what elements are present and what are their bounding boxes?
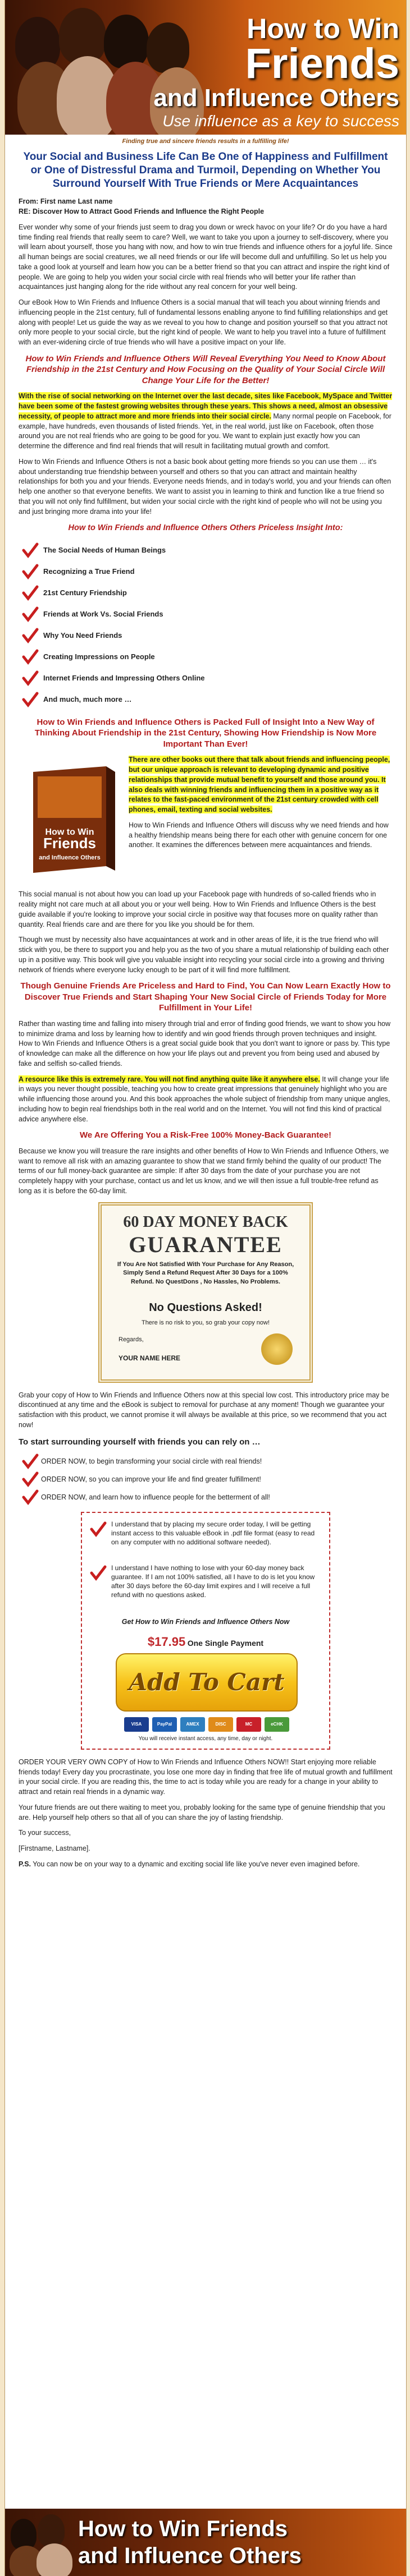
paragraph: How to Win Friends and Influence Others is not a basic book about getting more friends so you can use them … it's about understanding true friendship between yourself and others so that you can attract and maintain healthy relationships for both you and your friends. Everyone needs friends, and in today's world, you and your friends can often help one another so that everyone benefits. We want to assist you in learning to think and function like a true friend so that you will not only find fulfillment, but widen your social circle with the right kind of people who will not be using you and just bringing more drama into your life! xyxy=(19,457,391,516)
list-item-label: Creating Impressions on People xyxy=(43,652,155,661)
list-item xyxy=(19,1488,393,1506)
paragraph: How to Win Friends and Influence Others will discuss why we need friends and how a healthy friendship means being there for each other with genuine concern for one another. It examines the differences between mere acquaintances and friends. xyxy=(129,821,389,849)
order-now-list xyxy=(19,1452,393,1506)
order-box-item: I understand that by placing my secure order today, I will be getting instant access to this valuable eBook in .pdf file format (easy to read on any computer with no additional software needed). xyxy=(111,1520,315,1547)
book-description xyxy=(129,755,390,856)
echeck-icon: eCHK xyxy=(265,1717,289,1732)
list-item xyxy=(19,668,393,689)
main-headline: Your Social and Business Life Can Be One of Happiness and Fulfillment or One of Distressful Drama and Turmoil, Depending on Whether You Surround Yourself With True Friends or Mere Acquaintances xyxy=(23,151,388,190)
book-section xyxy=(19,755,393,885)
list-item-label: Recognizing a True Friend xyxy=(43,567,135,576)
paragraph-text: Many normal people on Facebook, for example, have hundreds, even thousands of listed friends. Yet, in the real world, just like on Facebook, often those around you are not real friends who are going to be good for you. We want to explain just exactly how you can determine the difference and find real friends that will result in facilitating mutual growth and comfort. xyxy=(19,412,391,450)
guarantee-no-questions: No Questions Asked! xyxy=(149,1301,262,1314)
paragraph xyxy=(19,392,393,452)
tagline: Finding true and sincere friends results in a fulfilling life! xyxy=(122,138,289,145)
list-item xyxy=(19,561,393,582)
checkmark-icon xyxy=(22,1489,39,1506)
letter-header xyxy=(19,197,393,217)
checkmark-icon xyxy=(22,606,39,623)
add-to-cart-label: Add To Cart xyxy=(129,1668,285,1696)
paragraph: Because we know you will treasure the rare insights and other benefits of How to Win Friends and Influence Others, we want to remove all risk with an amazing guarantee to show that we stand firmly behind the quality of our product! The terms of our full money-back guarantee are simple: If after 30 days from the date of your purchase you are not completely happy with your purchase, contact us and let us know, and we will then issue a full trouble-free refund as long as it is before the 60-day limit. xyxy=(19,1147,389,1195)
header-banner xyxy=(5,0,406,135)
price-label: One Single Payment xyxy=(187,1638,264,1648)
order-now-title: To start surrounding yourself with friends you can rely on … xyxy=(19,1437,261,1447)
ps-text: You can now be on your way to a dynamic and exciting social life like you've never even imagined before. xyxy=(31,1860,360,1868)
payment-cards xyxy=(111,1717,302,1732)
highlight-text: There are other books out there that talk about friends and influencing people, but our unique approach is relevant to developing dynamic and positive relationships that provide mutual benefit to yourself and those around you. It also deals with winning friends and influencing them in a positive way as it relates to the fast-paced environment of the 21st century crowded with cell phones, email, texting and social websites. xyxy=(129,756,390,814)
amex-card-icon: AMEX xyxy=(180,1717,205,1732)
list-item xyxy=(19,1452,393,1470)
checkmark-icon xyxy=(22,648,39,665)
re-line: RE: Discover How to Attract Good Friends and Influence the Right People xyxy=(19,208,265,215)
subheadline: How to Win Friends and Influence Others Will Reveal Everything You Need to Know About Friendship in the 21st Century and How Focusing on the Quality of Your Social Circle Will Change Your Life for the Better! xyxy=(25,353,386,385)
guarantee-regards: Regards, xyxy=(119,1336,144,1343)
footer-title-line1: How to Win Friends xyxy=(78,2517,288,2541)
list-item-label: Friends at Work Vs. Social Friends xyxy=(43,609,163,618)
discover-card-icon: DISC xyxy=(208,1717,233,1732)
paragraph xyxy=(19,1075,393,1125)
main-content xyxy=(19,150,393,1875)
checkmark-icon xyxy=(90,1521,107,1538)
signoff: To your success, xyxy=(19,1829,71,1837)
instant-access-note: You will receive instant access, any time, day or night. xyxy=(138,1735,273,1742)
guarantee-certificate xyxy=(98,1202,313,1383)
from-line: From: First name Last name xyxy=(19,197,113,206)
checkmark-icon xyxy=(22,627,39,644)
checkmark-icon xyxy=(22,542,39,559)
list-item xyxy=(19,582,393,604)
list-item-label: ORDER NOW, to begin transforming your social circle with real friends! xyxy=(41,1457,262,1465)
paypal-icon: PayPal xyxy=(152,1717,177,1732)
insight-title: How to Win Friends and Influence Others Others Priceless Insight Into: xyxy=(68,523,343,533)
checkmark-icon xyxy=(90,1565,107,1581)
guarantee-seal-icon xyxy=(261,1333,293,1365)
list-item xyxy=(19,1470,393,1488)
visa-card-icon: VISA xyxy=(124,1717,149,1732)
list-item xyxy=(19,625,393,646)
postscript xyxy=(19,1860,393,1870)
checkmark-icon xyxy=(22,585,39,601)
mastercard-icon: MC xyxy=(236,1717,261,1732)
header-title-line1: How to Win xyxy=(247,13,399,44)
insight-list xyxy=(19,540,393,710)
paragraph: Though we must by necessity also have acquaintances at work and in other areas of life, it is the true friend who will stick with you, be there to support you and help you as the two of you share a mutual relationship of building each other up in a positive way. This book will give you valuable insight into recycling your social circle into a growing and thriving network of friends where everyone lucky enough to be part of it will find more fulfillment. xyxy=(19,936,389,974)
checkmark-icon xyxy=(22,1471,39,1488)
paragraph: Your future friends are out there waiting to meet you, probably looking for the same type of genuine friendship that you are. Help yourself help others so that all of you can share the joy of lasting friendship. xyxy=(19,1803,385,1821)
book-title-line2: Friends xyxy=(43,835,96,852)
list-item-label: The Social Needs of Human Beings xyxy=(43,545,166,554)
checkmark-icon xyxy=(22,1453,39,1470)
list-item-label: And much, much more … xyxy=(43,694,132,703)
header-title-line2: Friends xyxy=(245,40,399,88)
order-box-item: I understand I have nothing to lose with your 60-day money back guarantee. If I am not 100% satisfied, all I have to do is let you know after 30 days before the 60-day limit expires and I will receive a full refund with no questions asked. xyxy=(111,1563,315,1599)
guarantee-title-line2: GUARANTEE xyxy=(129,1231,283,1257)
ebook-cover-image xyxy=(22,766,119,878)
book-title-line3: and Influence Others xyxy=(39,854,101,862)
add-to-cart-button[interactable] xyxy=(116,1653,298,1712)
list-item xyxy=(19,604,393,625)
list-item xyxy=(19,689,393,710)
ps-label: P.S. xyxy=(19,1860,31,1868)
paragraph: Ever wonder why some of your friends just seem to drag you down or wreck havoc on your life? Or do you have a hard time finding real friends that really seem to care? Well, we want to take you upon a journey to self-discovery, where you will learn about yourself, those you hang with now, and how to win true friends and influence others for a joyful life. Since all human beings are social creatures, we all need friends or our life will become dull and unfulfilling. So let us help you take a good look at yourself and learn how you can be a better friend so that you can attract and inspire the right kind of people. We are going to help you widen your social circle with real friends who will better your life rather than acquaintances just hanging along for the ride without any real concern for your well being. xyxy=(19,223,393,291)
guarantee-headline: We Are Offering You a Risk-Free 100% Money-Back Guarantee! xyxy=(80,1130,331,1140)
checkmark-icon xyxy=(22,670,39,687)
checkmark-icon xyxy=(22,563,39,580)
header-slogan: Use influence as a key to success xyxy=(162,112,399,130)
highlight-text: With the rise of social networking on the Internet over the last decade, sites like Facebook, MySpace and Twitter have been some of the fastest growing websites through these years. This shows a need, almost an obsessive necessity, of people to attract more and more friends into their social circle. xyxy=(19,392,393,420)
paragraph: This social manual is not about how you can load up your Facebook page with hundreds of so-called friends who in reality might not care much at all about you or your well being. How to Win Friends and Influence Others is the best guide available if you're looking to improve your social circle in positive way that focuses more on quality rather than quantity. Real friends care and are there for you like you should be for them. xyxy=(19,890,378,928)
header-title-line3: and Influence Others xyxy=(153,84,399,112)
guarantee-title-line1: 60 DAY MONEY BACK xyxy=(123,1213,288,1231)
list-item-label: ORDER NOW, so you can improve your life and find greater fulfillment! xyxy=(41,1475,261,1483)
list-item-label: Internet Friends and Impressing Others Online xyxy=(43,673,205,682)
paragraph: Grab your copy of How to Win Friends and Influence Others now at this special low cost. This introductory price may be discontinued at any time and the eBook is subject to removal for purchase at any moment! Though we guarantee your satisfaction with this product, we cannot promise it will always be available at this price, so we recommend that you act now! xyxy=(19,1391,389,1429)
order-box xyxy=(81,1512,330,1750)
price-row xyxy=(82,1633,329,1650)
checkmark-icon xyxy=(22,691,39,708)
guarantee-signature-name: YOUR NAME HERE xyxy=(119,1354,181,1362)
guarantee-body: If You Are Not Satisfied With Your Purchase for Any Reason, Simply Send a Refund Request After 30 Days for a 100% Refund. No QuestDons , No Hassles, No Problems. xyxy=(117,1261,294,1285)
guarantee-no-risk: There is no risk to you, so grab your copy now! xyxy=(141,1319,270,1326)
footer-banner xyxy=(5,2509,406,2576)
paragraph-text: It will change your life in ways you never thought possible, teaching you how to create great impressions that genuinely highlight who you are while influencing those around you. And this book approaches the whole subject of friendship from many unique angles, including how to begin real friendships both in the real world and on the Internet. You will not find this kind of practical advice anywhere else. xyxy=(19,1075,390,1123)
footer-title-line2: and Influence Others xyxy=(78,2543,302,2568)
subheadline: How to Win Friends and Influence Others is Packed Full of Insight Into a New Way of Thinking About Friendship in the 21st Century, Showing How Friendship is Now More Important Than Ever! xyxy=(34,717,377,749)
list-item xyxy=(19,646,393,668)
list-item-label: Why You Need Friends xyxy=(43,631,122,640)
sales-page xyxy=(4,0,407,2576)
paragraph: Rather than wasting time and falling into misery through trial and error of finding good friends, we want to show you how to minimize drama and loss by learning how to identify and win good friends through proven techniques and insight. How to Win Friends and Influence Others is a great social guide book that you don't want to ignore or pass by. This type of knowledge can make all the difference on how your life plays out and prevent you from being used and abused by fake and selfish so-called friends. xyxy=(19,1019,391,1068)
highlight-text: A resource like this is extremely rare. You will not find anything quite like it anywhere else. xyxy=(19,1075,320,1083)
paragraph xyxy=(129,755,390,815)
list-item xyxy=(19,540,393,561)
list-item-label: ORDER NOW, and learn how to influence people for the betterment of all! xyxy=(41,1493,270,1501)
paragraph: Our eBook How to Win Friends and Influence Others is a social manual that will teach you about winning friends and influencing people in the 21st century, full of fundamental lessons enabling anyone to find fulfilling relationships and get along with people! Let us guide the way as we reveal to you how to change and position yourself so that you attract not only more people to your social circle, but the right kind of people. We want to help you travel into a future of fulfillment with an ever-widening circle of true friends who will have a positive impact on your life. xyxy=(19,298,388,346)
book-title-line1: How to Win xyxy=(45,827,94,838)
signature-name: [Firstname, Lastname]. xyxy=(19,1844,90,1853)
order-box-get-text: Get How to Win Friends and Influence Others Now xyxy=(121,1617,290,1626)
subheadline: Though Genuine Friends Are Priceless and Hard to Find, You Can Now Learn Exactly How to Discover True Friends and Start Shaping Your New Social Circle of Friends Today for More Fulfillment in Your Life! xyxy=(20,981,391,1013)
price: $17.95 xyxy=(147,1634,186,1649)
paragraph: ORDER YOUR VERY OWN COPY of How to Win Friends and Influence Others NOW!! Start enjoying more reliable friends today! Every day you procrastinate, you lose one more day in finding that free life of mutual growth and fulfillment in your social circle. If you are reading this, the time to act is today while you are ready for a change in your ability to attract and retain real friends in a dynamic way. xyxy=(19,1758,393,1796)
list-item-label: 21st Century Friendship xyxy=(43,588,127,597)
